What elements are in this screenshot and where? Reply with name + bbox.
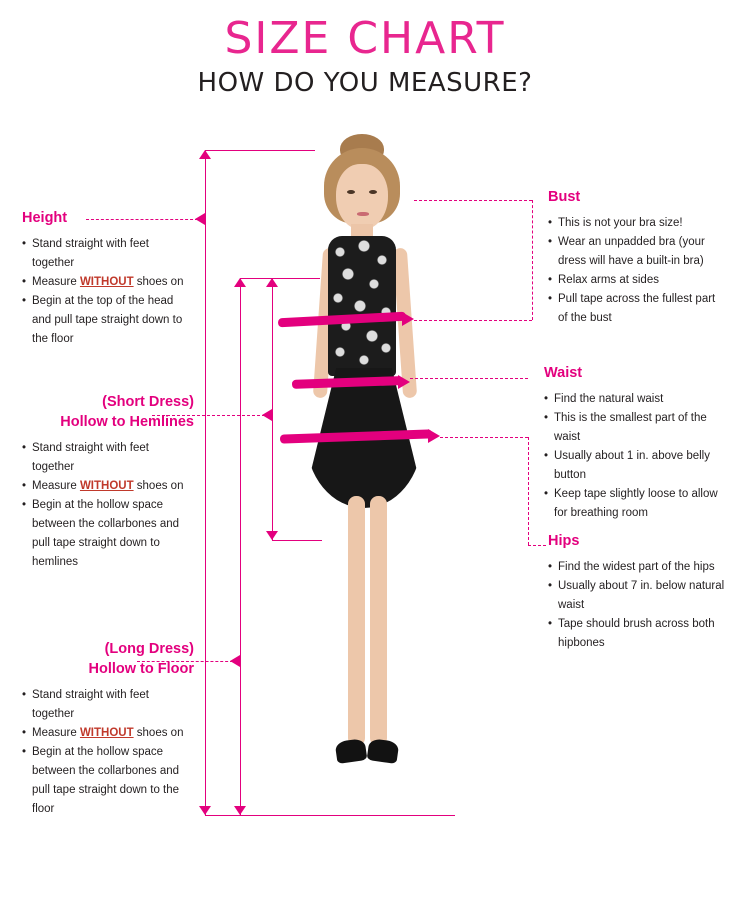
height-bottom-tick: [205, 815, 455, 816]
bust-bullets: [548, 214, 728, 328]
waist-bullets: [544, 390, 724, 523]
bust-bullet-3: • Relax arms at sides: [548, 271, 728, 290]
floor-bullets: [22, 686, 194, 819]
hollow-floor-leader-arrow-icon: [230, 655, 240, 667]
hips-band-tip-icon: [428, 429, 440, 443]
section-hips: [548, 532, 728, 653]
height-bullet-1: • Stand straight with feet together: [22, 235, 194, 273]
hips-leader-drop: [528, 437, 529, 545]
lace-pattern: [330, 240, 394, 372]
height-top-tick: [205, 150, 315, 151]
hips-bullet-2: • Usually about 7 in. below natural waist: [548, 577, 728, 615]
floor-emphasis: WITHOUT: [79, 727, 134, 740]
waist-title: Waist: [544, 365, 583, 381]
hemlines-emphasis: WITHOUT: [79, 480, 134, 493]
section-waist: [544, 364, 724, 523]
bust-bullet-4: • Pull tape across the fullest part of the bust: [548, 290, 728, 328]
height-arrow-top-icon: [199, 150, 211, 159]
mouth: [357, 212, 369, 216]
section-hollow-to-floor: [22, 640, 194, 819]
bust-leader-line: [414, 200, 532, 201]
waist-bullet-1: • Find the natural waist: [544, 390, 724, 409]
waist-band-tip-icon: [398, 375, 410, 389]
face: [336, 164, 388, 230]
hollow-to-hemlines-arrow-bottom-icon: [266, 531, 278, 540]
hips-bullets: [548, 558, 728, 653]
floor-title-line1: (Long Dress): [104, 641, 194, 657]
hollow-to-floor-arrow-top-icon: [234, 278, 246, 287]
bust-leader-drop: [532, 200, 533, 320]
hollow-to-floor-measure-line: [240, 278, 241, 815]
height-leader-arrow-icon: [195, 213, 205, 225]
floor-bullet-1: • Stand straight with feet together: [22, 686, 194, 724]
height-bullets: [22, 235, 194, 349]
waist-leader-line: [410, 378, 528, 379]
height-title: Height: [22, 210, 68, 226]
section-height: [22, 209, 194, 349]
bust-bullet-2: • Wear an unpadded bra (your dress will have a built-in bra): [548, 233, 728, 271]
waist-bullet-3: • Usually about 1 in. above belly button: [544, 447, 724, 485]
hemlines-title-line2: Hollow to Hemlines: [60, 414, 194, 431]
waist-bullet-4: • Keep tape slightly loose to allow for breathing room: [544, 485, 724, 523]
floor-title-line2: Hollow to Floor: [88, 661, 194, 678]
hemlines-title-line1: (Short Dress): [102, 394, 194, 410]
floor-bullet-2: • Measure WITHOUT shoes on: [22, 724, 194, 743]
eye-right: [369, 190, 377, 194]
waist-bullet-2: • This is the smallest part of the waist: [544, 409, 724, 447]
hollow-to-floor-arrow-bottom-icon: [234, 806, 246, 815]
section-bust: [548, 188, 728, 328]
hemlines-bullet-3: • Begin at the hollow space between the collarbones and pull tape straight down to hemlines: [22, 496, 194, 572]
hollow-to-hemlines-measure-line: [272, 278, 273, 540]
hips-bullet-3: • Tape should brush across both hipbones: [548, 615, 728, 653]
bust-title: Bust: [548, 189, 581, 205]
hips-leader-line: [440, 437, 528, 438]
hemlines-bullet-2: • Measure WITHOUT shoes on: [22, 477, 194, 496]
height-emphasis: WITHOUT: [79, 276, 134, 289]
bust-leader-line-bottom: [414, 320, 532, 321]
height-measure-line: [205, 150, 206, 815]
hemlines-bullet-1: • Stand straight with feet together: [22, 439, 194, 477]
height-arrow-bottom-icon: [199, 806, 211, 815]
height-bullet-3: • Begin at the top of the head and pull tape straight down to the floor: [22, 292, 194, 349]
bust-bullet-1: • This is not your bra size!: [548, 214, 728, 233]
leg-right: [370, 496, 387, 746]
eye-left: [347, 190, 355, 194]
height-bullet-2: • Measure WITHOUT shoes on: [22, 273, 194, 292]
hemlines-bullets: [22, 439, 194, 572]
model-photo: [262, 128, 468, 888]
shoe-left: [335, 738, 368, 764]
page-subtitle: HOW DO YOU MEASURE?: [197, 68, 533, 99]
hemlines-leader-arrow-icon: [262, 409, 272, 421]
bust-band-tip-icon: [402, 312, 414, 326]
page-title: SIZE CHART: [224, 13, 506, 64]
hollow-to-hemlines-arrow-top-icon: [266, 278, 278, 287]
hollow-to-hemlines-top-tick: [272, 278, 320, 279]
hips-bullet-1: • Find the widest part of the hips: [548, 558, 728, 577]
hips-leader-line-end: [528, 545, 546, 546]
chart-header: [0, 0, 730, 98]
hips-title: Hips: [548, 533, 580, 549]
hollow-to-hemlines-bottom-tick: [272, 540, 322, 541]
floor-bullet-3: • Begin at the hollow space between the collarbones and pull tape straight down to the floor: [22, 743, 194, 819]
leg-left: [348, 496, 365, 746]
section-hollow-to-hemlines: [22, 393, 194, 572]
